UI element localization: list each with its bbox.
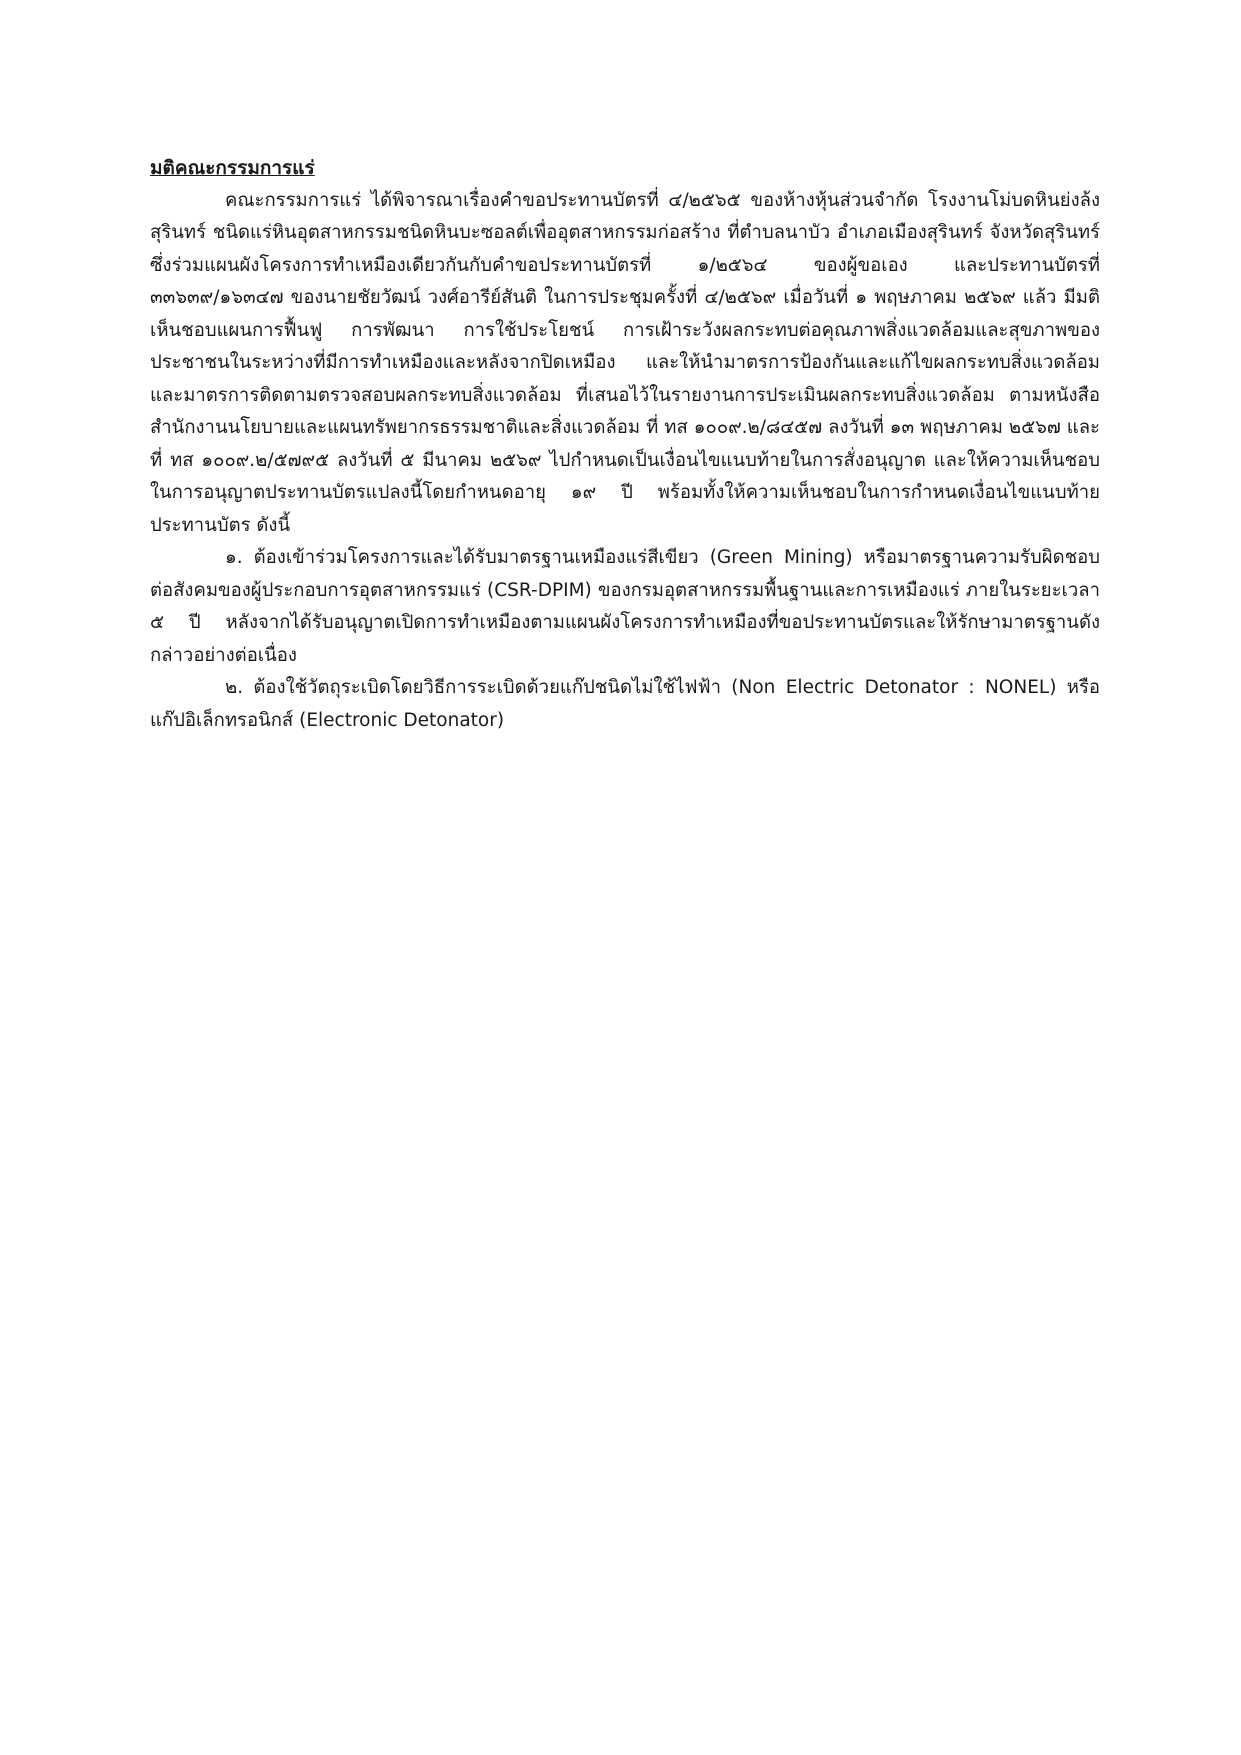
condition-item-2: ๒. ต้องใช้วัตถุระเบิดโดยวิธีการระเบิดด้วยแก๊ปชนิดไม่ใช้ไฟฟ้า (Non Electric Detonator : NONEL) หรือแก๊ปอิเล็กทรอนิกส์ (Electronic Detonator) <box>150 677 1100 731</box>
document-body <box>150 152 1100 737</box>
condition-item-1: ๑. ต้องเข้าร่วมโครงการและได้รับมาตรฐานเหมืองแร่สีเขียว (Green Mining) หรือมาตรฐานความรับผิดชอบต่อสังคมของผู้ประกอบการอุตสาหกรรมแร่ (CSR-DPIM) ของกรมอุตสาหกรรมพื้นฐานและการเหมืองแร่ ภายในระยะเวลา ๕ ปี หลังจากได้รับอนุญาตเปิดการทำเหมืองตามแผนผังโครงการทำเหมืองที่ขอประทานบัตรและให้รักษามาตรฐานดังกล่าวอย่างต่อเนื่อง <box>150 547 1100 666</box>
document-heading: มติคณะกรรมการแร่ <box>150 157 315 179</box>
resolution-paragraph: คณะกรรมการแร่ ได้พิจารณาเรื่องคำขอประทานบัตรที่ ๔/๒๕๖๕ ของห้างหุ้นส่วนจำกัด โรงงานโม่บดหินย่งล้ง สุรินทร์ ชนิดแร่หินอุตสาหกรรมชนิดหินบะซอลต์เพื่ออุตสาหกรรมก่อสร้าง ที่ตำบลนาบัว อำเภอเมืองสุรินทร์ จังหวัดสุรินทร์ ซึ่งร่วมแผนผังโครงการทำเหมืองเดียวกันกับคำขอประทานบัตรที่ ๑/๒๕๖๔ ของผู้ขอเอง และประทานบัตรที่ ๓๓๖๓๙/๑๖๓๔๗ ของนายชัยวัฒน์ วงศ์อารีย์สันติ ในการประชุมครั้งที่ ๔/๒๕๖๙ เมื่อวันที่ ๑ พฤษภาคม ๒๕๖๙ แล้ว มีมติเห็นชอบแผนการฟื้นฟู การพัฒนา การใช้ประโยชน์ การเฝ้าระวังผลกระทบต่อคุณภาพสิ่งแวดล้อมและสุขภาพของประชาชนในระหว่างที่มีการทำเหมืองและหลังจากปิดเหมือง และให้นำมาตรการป้องกันและแก้ไขผลกระทบสิ่งแวดล้อม และมาตรการติดตามตรวจสอบผลกระทบสิ่งแวดล้อม ที่เสนอไว้ในรายงานการประเมินผลกระทบสิ่งแวดล้อม ตามหนังสือสำนักงานนโยบายและแผนทรัพยากรธรรมชาติและสิ่งแวดล้อม ที่ ทส ๑๐๐๙.๒/๘๔๕๗ ลงวันที่ ๑๓ พฤษภาคม ๒๕๖๗ และที่ ทส ๑๐๐๙.๒/๕๗๙๕ ลงวันที่ ๕ มีนาคม ๒๕๖๙ ไปกำหนดเป็นเงื่อนไขแนบท้ายในการสั่งอนุญาต และให้ความเห็นชอบในการอนุญาตประทานบัตรแปลงนี้โดยกำหนดอายุ ๑๙ ปี พร้อมทั้งให้ความเห็นชอบในการกำหนดเงื่อนไขแนบท้ายประทานบัตร ดังนี้ <box>150 189 1100 536</box>
